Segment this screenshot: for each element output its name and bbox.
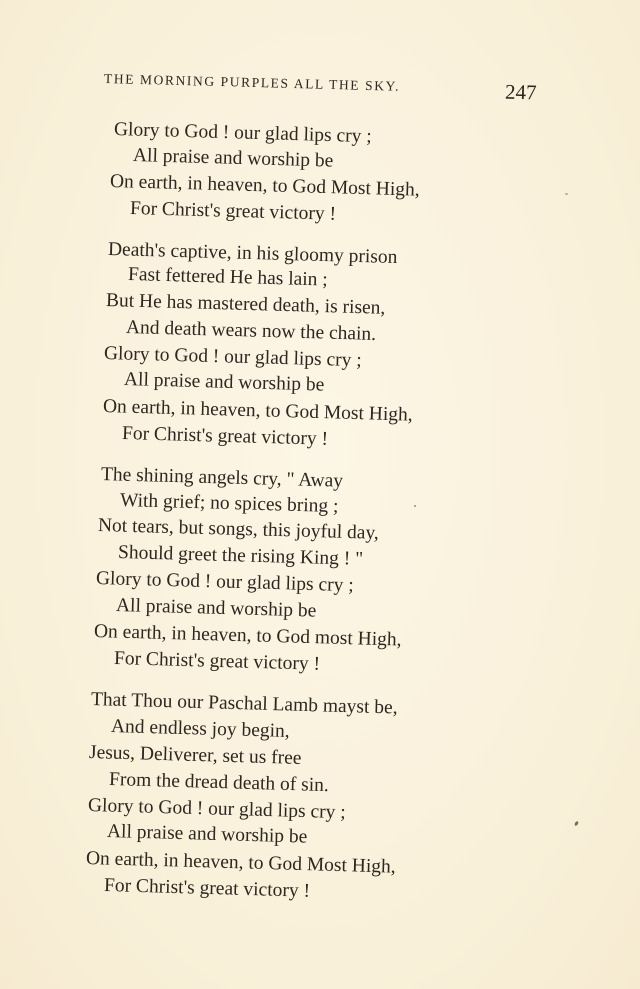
verse-line: Glory to God ! our glad lips cry ; (113, 119, 373, 148)
verse-line: Not tears, but songs, this joyful day, (97, 515, 380, 544)
verse-line: For Christ's great victory ! (121, 423, 329, 450)
verse-line: All praise and worship be (123, 369, 325, 396)
verse-line: All praise and worship be (132, 145, 334, 172)
verse-line: Jesus, Deliverer, set us free (88, 742, 302, 769)
verse-line: But He has mastered death, is risen, (105, 290, 386, 319)
verse-line: For Christ's great victory ! (113, 648, 321, 675)
verse-line: Glory to God ! our glad lips cry ; (103, 343, 363, 372)
paper-speck (574, 821, 579, 827)
verse-line: Death's captive, in his gloomy prison (107, 239, 398, 269)
verse-line: And death wears now the chain. (125, 317, 377, 345)
verse-line: On earth, in heaven, to God Most High, (85, 848, 396, 878)
paper-speck (565, 193, 568, 195)
verse-line: From the dread death of sin. (108, 769, 330, 797)
paper-speck (414, 505, 416, 507)
verse-line: All praise and worship be (106, 821, 308, 848)
verse-line: On earth, in heaven, to God most High, (93, 621, 402, 651)
verse-line: On earth, in heaven, to God Most High, (109, 171, 420, 201)
verse-line: All praise and worship be (115, 595, 317, 622)
verse-line: On earth, in heaven, to God Most High, (102, 396, 413, 426)
running-head: THE MORNING PURPLES ALL THE SKY. (103, 71, 401, 94)
verse-line: With grief; no spices bring ; (119, 490, 339, 518)
verse-line: Fast fettered He has lain ; (127, 264, 329, 291)
verse-line: Should greet the rising King ! " (117, 542, 364, 570)
verse-line: Glory to God ! our glad lips cry ; (87, 795, 347, 824)
verse-line: Glory to God ! our glad lips cry ; (95, 568, 355, 597)
verse-line: The shining angels cry, " Away (100, 464, 344, 492)
verse-line: That Thou our Paschal Lamb mayst be, (90, 689, 398, 719)
page-number: 247 (504, 79, 537, 105)
verse-line: And endless joy begin, (110, 716, 290, 742)
verse-line: For Christ's great victory ! (103, 875, 311, 902)
verse-line: For Christ's great victory ! (129, 198, 337, 225)
